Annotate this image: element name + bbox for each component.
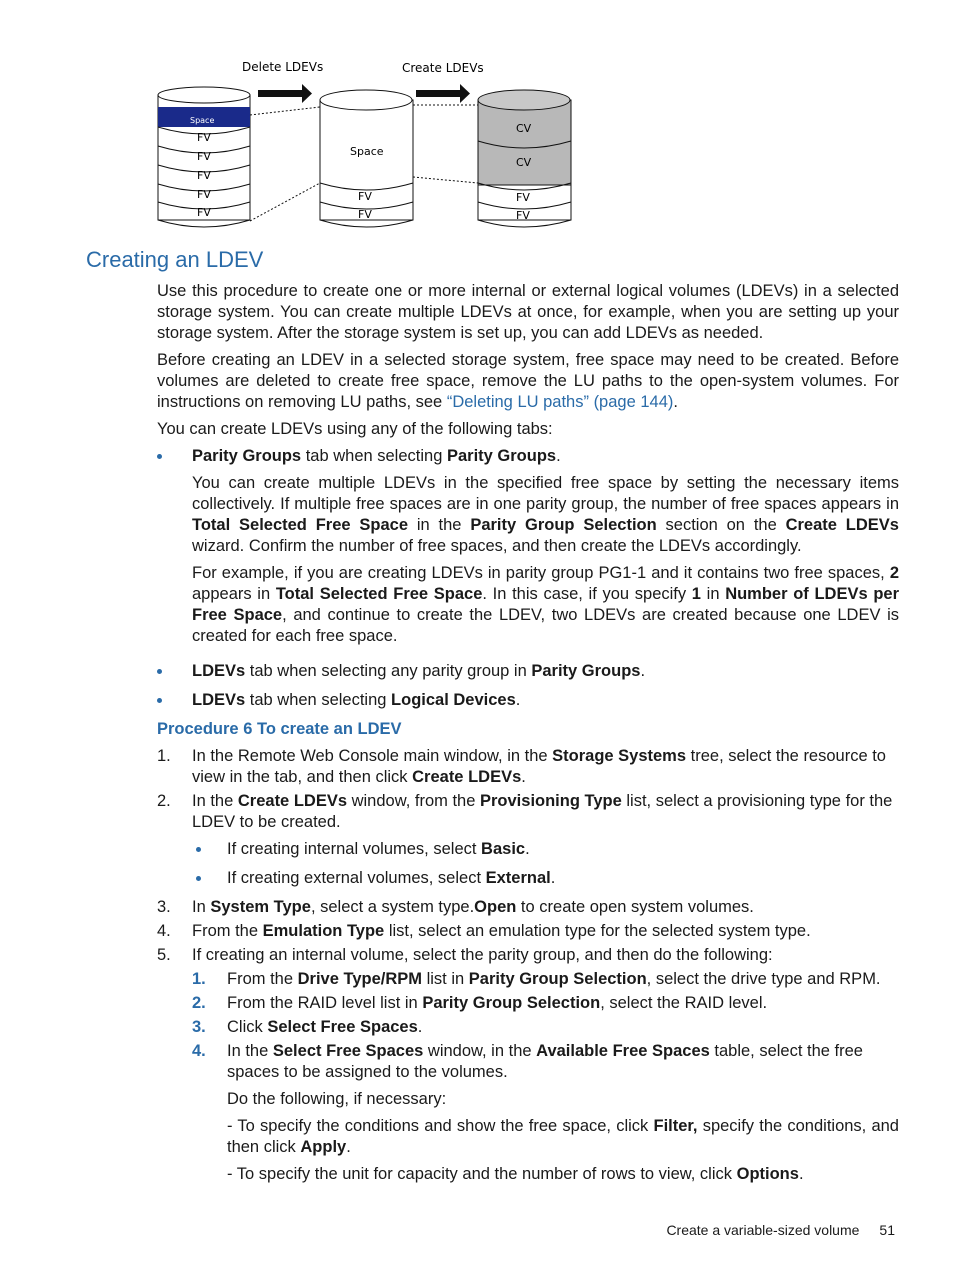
substep: 1. From the Drive Type/RPM list in Parity Group Selection, select the drive type and RPM. (192, 970, 881, 988)
disk-after (478, 90, 571, 227)
disk3-cv: CV (516, 122, 532, 135)
disk-before (158, 87, 250, 227)
step: 4. From the Emulation Type list, select an emulation type for the selected system type. (157, 922, 811, 940)
list-item: If creating internal volumes, select Basic. (192, 839, 899, 860)
disk3-fv: FV (516, 209, 530, 222)
sub-paragraph: - To specify the unit for capacity and the number of rows to view, click Options. (227, 1165, 804, 1183)
procedure-title: Procedure 6 To create an LDEV (157, 720, 402, 738)
list-item: LDEVs tab when selecting Logical Devices. (157, 690, 899, 711)
disk3-cv: CV (516, 156, 532, 169)
page-number: 51 (879, 1222, 895, 1238)
list-item: If creating external volumes, select External. (192, 868, 899, 889)
disk-free-space (320, 90, 413, 227)
step: 1. In the Remote Web Console main window, in the Storage Systems tree, select the resource to view in the tab, and then click Create LDEVs. (157, 747, 886, 786)
step: 3. In System Type, select a system type.Open to create open system volumes. (157, 898, 754, 916)
sub-paragraph: You can create multiple LDEVs in the specified free space by setting the necessary items collectively. If multiple free spaces are in one parity group, the number of free spaces appears in Total Selected Free Space in the Parity Group Selection section on the Create LDEVs wizard. Confirm the number of free spaces, and then create the LDEVs accordingly. (192, 474, 899, 555)
paragraph: You can create LDEVs using any of the following tabs: (157, 420, 553, 438)
disk1-fv: FV (197, 131, 211, 144)
list-item (157, 446, 899, 647)
substeps (192, 969, 899, 1185)
ldev-diagram-svg (150, 55, 590, 235)
bullet-icon (157, 698, 162, 703)
text: . (556, 447, 561, 465)
substep: 4. In the Select Free Spaces window, in the Available Free Spaces table, select the free spaces to be assigned to the volumes. Do the following, if necessary: - To specify the conditions and show the free space, click Filter, specify the conditions, and then click Apply. - To specify the unit for capacity and the number of rows to view, click Options. (192, 1042, 899, 1183)
term: Parity Groups (446, 447, 557, 465)
step: 5. If creating an internal volume, select the parity group, and then do the following: 1. From the Drive Type/RPM list in Parity Group Selection, select the drive type and RPM. 2. From the RAID level list in Parity Group Selection, select the RAID level. 3. Click Select Free Spaces. 4. In the Select Free Spaces window, in the Available Free Spaces table, select the free spaces to be assigned to the volumes. Do the following, if necessary: - To specify the conditions and show the free space, click Filter, specify the conditions, and then click Apply. - To specify the unit for capacity and the number of rows to view, click Options. (157, 946, 899, 1183)
sub-paragraph: For example, if you are creating LDEVs in parity group PG1-1 and it contains two free spaces, 2 appears in Total Selected Free Space. In this case, if you specify 1 in Number of LDEVs per Free Space, and continue to create the LDEV, two LDEVs are created because one LDEV is created for each free space. (192, 564, 899, 645)
tab-list (157, 446, 899, 711)
ldev-diagram (150, 55, 590, 235)
step: 2. In the Create LDEVs window, from the Provisioning Type list, select a provisioning type for the LDEV to be created. If creating internal volumes, select Basic. If creating external volumes, select External. (157, 791, 899, 889)
section-heading: Creating an LDEV (86, 247, 264, 272)
section-body (157, 281, 899, 1188)
provisioning-options (192, 839, 899, 889)
deleting-lu-paths-link[interactable]: “Deleting LU paths” (page 144) (446, 393, 674, 411)
disk1-fv: FV (197, 206, 211, 219)
disk1-fv: FV (197, 169, 211, 182)
label-create-ldevs: Create LDEVs (402, 61, 484, 75)
bullet-icon (196, 876, 201, 881)
procedure-steps (157, 746, 899, 1185)
sub-paragraph: - To specify the conditions and show the free space, click Filter, specify the conditions, and then click Apply. (227, 1117, 899, 1156)
paragraph-text: . (673, 393, 678, 411)
arrow-right-icon (258, 84, 312, 103)
disk2-space: Space (350, 145, 384, 158)
sub-paragraph: Do the following, if necessary: (227, 1090, 447, 1108)
term: Parity Groups (192, 447, 302, 465)
page-footer (600, 1222, 895, 1238)
bullet-icon (157, 454, 162, 459)
bullet-icon (157, 669, 162, 674)
arrow-right-icon (416, 84, 470, 103)
disk1-fv: FV (197, 150, 211, 163)
disk1-fv: FV (197, 188, 211, 201)
substep: 3. Click Select Free Spaces. (192, 1018, 423, 1036)
substep: 2. From the RAID level list in Parity Group Selection, select the RAID level. (192, 994, 768, 1012)
footer-title: Create a variable-sized volume (666, 1222, 860, 1238)
disk2-fv: FV (358, 208, 372, 221)
paragraph: Use this procedure to create one or more internal or external logical volumes (LDEVs) in a selected storage system. You can create multiple LDEVs at once, for example, when you are setting up your storage system. After the storage system is set up, you can add LDEVs as needed. (157, 282, 899, 342)
disk3-fv: FV (516, 191, 530, 204)
disk2-fv: FV (358, 190, 372, 203)
bullet-icon (196, 847, 201, 852)
text: tab when selecting (301, 447, 447, 465)
list-item: LDEVs tab when selecting any parity group in Parity Groups. (157, 661, 899, 682)
paragraph-text: Before creating an LDEV in a selected storage system, free space may need to be created. Before volumes are deleted to create free space, remove the LU paths to the open-system volumes. For instructions on removing LU paths, see (157, 351, 899, 411)
paragraph (157, 350, 899, 413)
label-delete-ldevs: Delete LDEVs (242, 60, 324, 74)
disk1-space: Space (190, 116, 215, 125)
